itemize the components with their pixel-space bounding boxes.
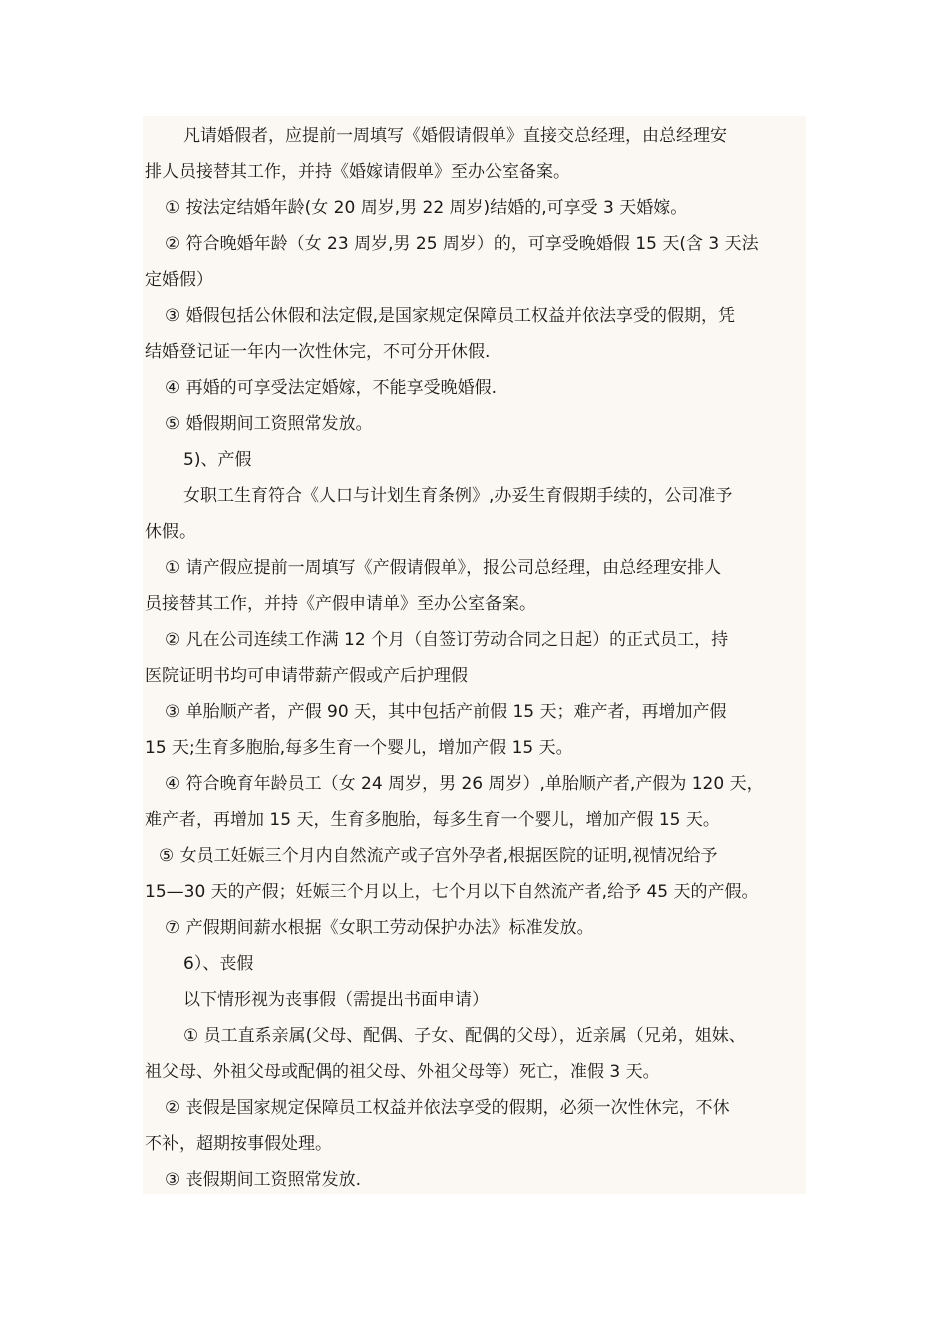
paragraph-line: 定婚假） [145, 270, 213, 290]
paragraph-line: ③ 丧假期间工资照常发放. [165, 1170, 362, 1190]
paragraph-line: ① 按法定结婚年龄(女 20 周岁,男 22 周岁)结婚的,可享受 3 天婚嫁。 [165, 198, 688, 218]
paragraph-line: ④ 再婚的可享受法定婚嫁，不能享受晚婚假. [165, 378, 498, 398]
paragraph-line: ⑤ 女员工妊娠三个月内自然流产或子宫外孕者,根据医院的证明,视情况给予 [159, 846, 718, 866]
paragraph-line: 15 天;生育多胞胎,每多生育一个婴儿，增加产假 15 天。 [145, 738, 573, 758]
paragraph-line: 祖父母、外祖父母或配偶的祖父母、外祖父母等）死亡，准假 3 天。 [145, 1062, 660, 1082]
paragraph-line: ⑤ 婚假期间工资照常发放。 [165, 414, 373, 434]
paragraph-line: ⑦ 产假期间薪水根据《女职工劳动保护办法》标准发放。 [165, 918, 594, 938]
paragraph-line: ① 员工直系亲属(父母、配偶、子女、配偶的父母），近亲属（兄弟，姐妹、 [183, 1026, 746, 1046]
paragraph-line: 员接替其工作，并持《产假申请单》至办公室备案。 [145, 594, 536, 614]
paragraph-line: ② 符合晚婚年龄（女 23 周岁,男 25 周岁）的，可享受晚婚假 15 天(含 3 天法 [165, 234, 759, 254]
paragraph-line: 15—30 天的产假；妊娠三个月以上，七个月以下自然流产者,给予 45 天的产假。 [145, 882, 759, 902]
paragraph-line: 排人员接替其工作，并持《婚嫁请假单》至办公室备案。 [145, 162, 570, 182]
section-heading: 6）、丧假 [183, 954, 254, 974]
paragraph-line: 以下情形视为丧事假（需提出书面申请） [183, 990, 489, 1010]
document-body [143, 116, 806, 1194]
paragraph-line: 难产者，再增加 15 天，生育多胞胎，每多生育一个婴儿，增加产假 15 天。 [145, 810, 720, 830]
paragraph-line: 女职工生育符合《人口与计划生育条例》,办妥生育假期手续的，公司准予 [183, 486, 733, 506]
paragraph-line: 结婚登记证一年内一次性休完，不可分开休假. [145, 342, 491, 362]
paragraph-line: ③ 婚假包括公休假和法定假,是国家规定保障员工权益并依法享受的假期，凭 [165, 306, 736, 326]
paragraph-line: ④ 符合晚育年龄员工（女 24 周岁，男 26 周岁）,单胎顺产者,产假为 120 天， [165, 774, 764, 794]
paragraph-line: ② 丧假是国家规定保障员工权益并依法享受的假期，必须一次性休完，不休 [165, 1098, 730, 1118]
paragraph-line: 休假。 [145, 522, 196, 542]
paragraph-line: 医院证明书均可申请带薪产假或产后护理假 [145, 666, 468, 686]
paragraph-line: 凡请婚假者，应提前一周填写《婚假请假单》直接交总经理，由总经理安 [183, 126, 727, 146]
section-heading: 5)、产假 [183, 450, 252, 470]
paragraph-line: ① 请产假应提前一周填写《产假请假单》，报公司总经理，由总经理安排人 [165, 558, 722, 578]
paragraph-line: ③ 单胎顺产者，产假 90 天，其中包括产前假 15 天；难产者，再增加产假 [165, 702, 727, 722]
paragraph-line: ② 凡在公司连续工作满 12 个月（自签订劳动合同之日起）的正式员工，持 [165, 630, 729, 650]
paragraph-line: 不补，超期按事假处理。 [145, 1134, 332, 1154]
